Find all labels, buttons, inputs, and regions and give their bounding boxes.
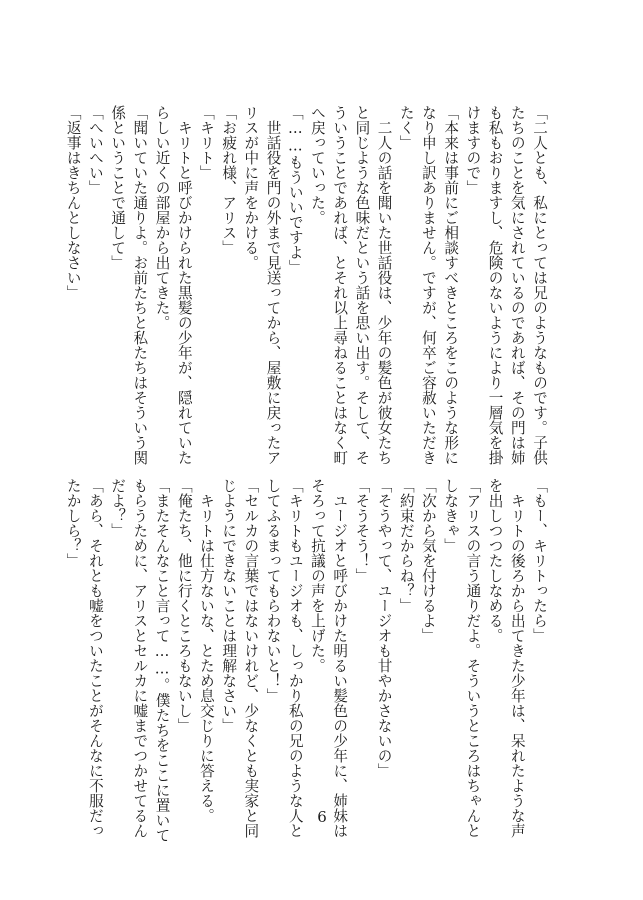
upper-text-tier [64,105,550,470]
text-line: そろって抗議の声を上げた。 [308,478,326,673]
text-line: 「俺たち、他に行くところもないし」 [175,478,193,733]
text-line: 「もー、キリトったら」 [531,478,548,643]
text-line: 「へいへい」 [86,105,104,195]
text-line: も私もおりますし、危険のないようにより一層気を掛 [486,105,504,465]
text-line: へ戻っていった。 [308,105,326,225]
lower-text-tier [64,478,550,843]
text-line: を出しつつたしなめる。 [486,478,504,643]
text-line: じようにできないことは理解なさい」 [220,478,238,733]
text-line: 「……もういいですよ」 [286,105,304,275]
text-line: 「セルカの言葉ではないけれど、少なくとも実家と同 [242,478,260,838]
text-line: けますので」 [464,105,482,195]
text-line: 世話役を門の外まで見送ってから、屋敷に戻ったア [264,105,282,465]
text-line: 「お疲れ様、アリス」 [220,105,238,255]
text-line: だよ？」 [109,478,127,538]
text-line: なり申し訳ありません。ですが、何卒ご容赦いただき [419,105,437,465]
text-line: 係ということで通して」 [109,105,127,270]
text-line: 「そうそう！」 [353,478,371,583]
text-line: と同じような色味だという話を思い出す。そして、そ [353,105,371,465]
text-line: たちのことを気にされているのであれば、その門は姉 [508,105,526,465]
text-line: たかしら？」 [64,478,82,568]
text-line: 「そうやって、ユージオも甘やかさないの」 [375,478,393,778]
text-line: らしい近くの部屋から出てきた。 [153,105,171,330]
text-line: 「返事はきちんとしなさい」 [64,105,82,300]
text-line: 「約束だからね？」 [397,478,415,613]
text-line: 「キリトもユージオも、しっかり私の兄のような人と [286,478,304,838]
text-line: 「あら、それとも嘘をついたことがそんなに不服だっ [86,478,104,838]
text-line: 「次から気を付けるよ」 [419,478,437,643]
text-line: しなきゃ」 [442,478,460,553]
text-line: 「アリスの言う通りだよ。そういうところはちゃんと [464,478,482,838]
text-line: 二人の話を聞いた世話役は、少年の髪色が彼女たち [375,105,393,465]
text-line: 「キリト」 [197,105,215,180]
text-line: たく」 [397,105,415,150]
text-line: キリトと呼びかけられた黒髪の少年が、隠れていた [175,105,193,465]
text-line: キリトの後ろから出てきた少年は、呆れたような声 [508,478,526,838]
text-line: キリトは仕方ないな、とため息交じりに答える。 [197,478,215,823]
text-line: 「二人とも、私にとっては兄のようなものです。子供 [531,105,548,465]
text-line: 「聞いていた通りよ。お前たちと私たちはそういう関 [131,105,149,465]
text-line: 「またそんなこと言って……。僕たちをここに置いて [153,478,171,843]
text-line: ユージオと呼びかけた明るい髪色の少年に、姉妹は [331,478,349,838]
text-line: リスが中に声をかける。 [242,105,260,270]
text-line: 「本来は事前にご相談すべきところをこのような形に [442,105,460,465]
text-line: もらうために、アリスとセルカに嘘までつかせてるん [131,478,149,838]
text-line: してふるまってもらわないと！」 [264,478,282,703]
page-number: 6 [317,808,327,826]
text-line: ういうことであれば、とそれ以上尋ねることはなく町 [331,105,349,465]
